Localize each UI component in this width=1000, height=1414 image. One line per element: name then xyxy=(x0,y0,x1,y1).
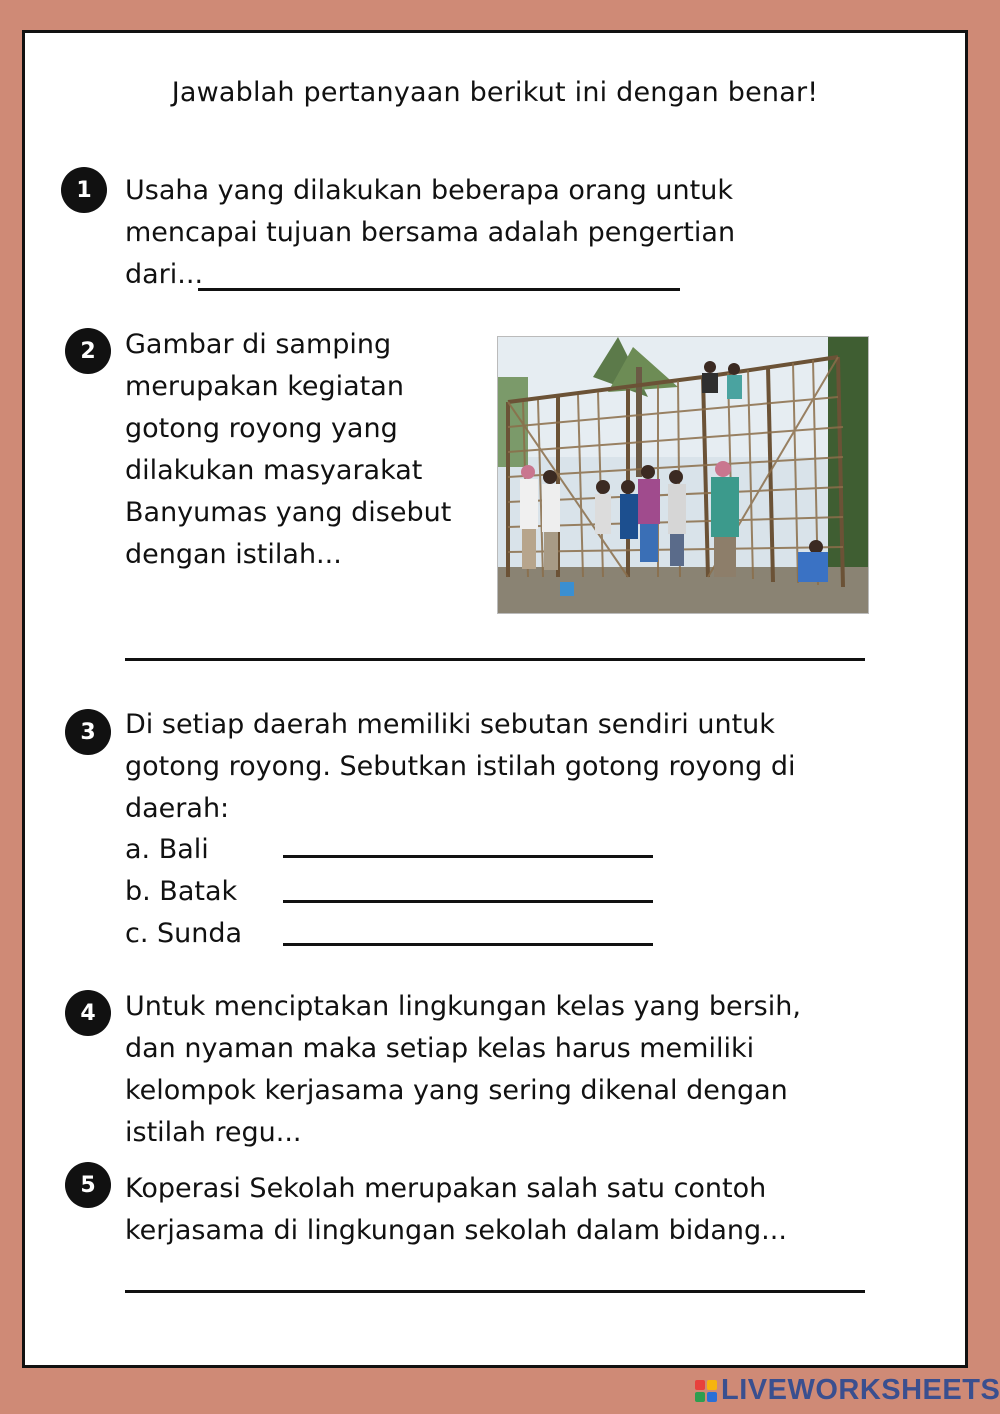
question-3-number: 3 xyxy=(65,709,111,755)
question-2-line-5: Banyumas yang disebut xyxy=(125,497,452,528)
answer-line-2[interactable] xyxy=(125,658,865,661)
answer-line-1[interactable] xyxy=(198,288,680,291)
logo-square-l xyxy=(695,1380,705,1390)
answer-line-sunda[interactable] xyxy=(283,943,653,946)
logo-square-v xyxy=(695,1392,705,1402)
question-1-line-3: dari... xyxy=(125,259,204,290)
question-2-line-2: merupakan kegiatan xyxy=(125,371,404,402)
question-1-text xyxy=(125,170,735,296)
question-4-number: 4 xyxy=(65,990,111,1036)
question-5-line-2: kerjasama di lingkungan sekolah dalam bidang... xyxy=(125,1215,787,1246)
instruction-text: Jawablah pertanyaan berikut ini dengan benar! xyxy=(171,77,819,108)
option-bali: a. Bali xyxy=(125,834,209,865)
question-2-line-6: dengan istilah... xyxy=(125,539,342,570)
worksheet-page xyxy=(22,30,968,1368)
answer-line-5[interactable] xyxy=(125,1290,865,1293)
question-2-number: 2 xyxy=(65,328,111,374)
question-4-line-3: kelompok kerjasama yang sering dikenal dengan xyxy=(125,1075,788,1106)
question-1-line-1: Usaha yang dilakukan beberapa orang untuk xyxy=(125,175,733,206)
question-5-text xyxy=(125,1168,787,1252)
question-2-line-3: gotong royong yang xyxy=(125,413,398,444)
question-5-line-1: Koperasi Sekolah merupakan salah satu contoh xyxy=(125,1173,767,1204)
question-2-line-1: Gambar di samping xyxy=(125,329,392,360)
question-3-line-1: Di setiap daerah memiliki sebutan sendiri untuk xyxy=(125,709,775,740)
question-1-number: 1 xyxy=(61,167,107,213)
liveworksheets-logo-icon xyxy=(695,1380,717,1402)
question-3-line-2: gotong royong. Sebutkan istilah gotong royong di xyxy=(125,751,796,782)
question-4-text xyxy=(125,986,801,1154)
question-4-line-2: dan nyaman maka setiap kelas harus memiliki xyxy=(125,1033,755,1064)
question-2-line-4: dilakukan masyarakat xyxy=(125,455,423,486)
option-sunda: c. Sunda xyxy=(125,918,243,949)
question-5-number: 5 xyxy=(65,1162,111,1208)
question-3-line-3: daerah: xyxy=(125,793,230,824)
question-4-line-4: istilah regu... xyxy=(125,1117,302,1148)
question-4-line-1: Untuk menciptakan lingkungan kelas yang bersih, xyxy=(125,991,801,1022)
question-3-text xyxy=(125,704,796,830)
logo-square-e xyxy=(707,1392,717,1402)
answer-line-batak[interactable] xyxy=(283,900,653,903)
logo-square-i xyxy=(707,1380,717,1390)
photo-illustration xyxy=(498,337,868,613)
answer-line-bali[interactable] xyxy=(283,855,653,858)
question-2-text xyxy=(125,324,451,576)
gotong-royong-photo xyxy=(497,336,869,614)
brand-name: LIVEWORKSHEETS xyxy=(721,1374,1000,1406)
option-batak: b. Batak xyxy=(125,876,238,907)
question-1-line-2: mencapai tujuan bersama adalah pengertian xyxy=(125,217,736,248)
liveworksheets-brand[interactable] xyxy=(695,1374,1000,1407)
